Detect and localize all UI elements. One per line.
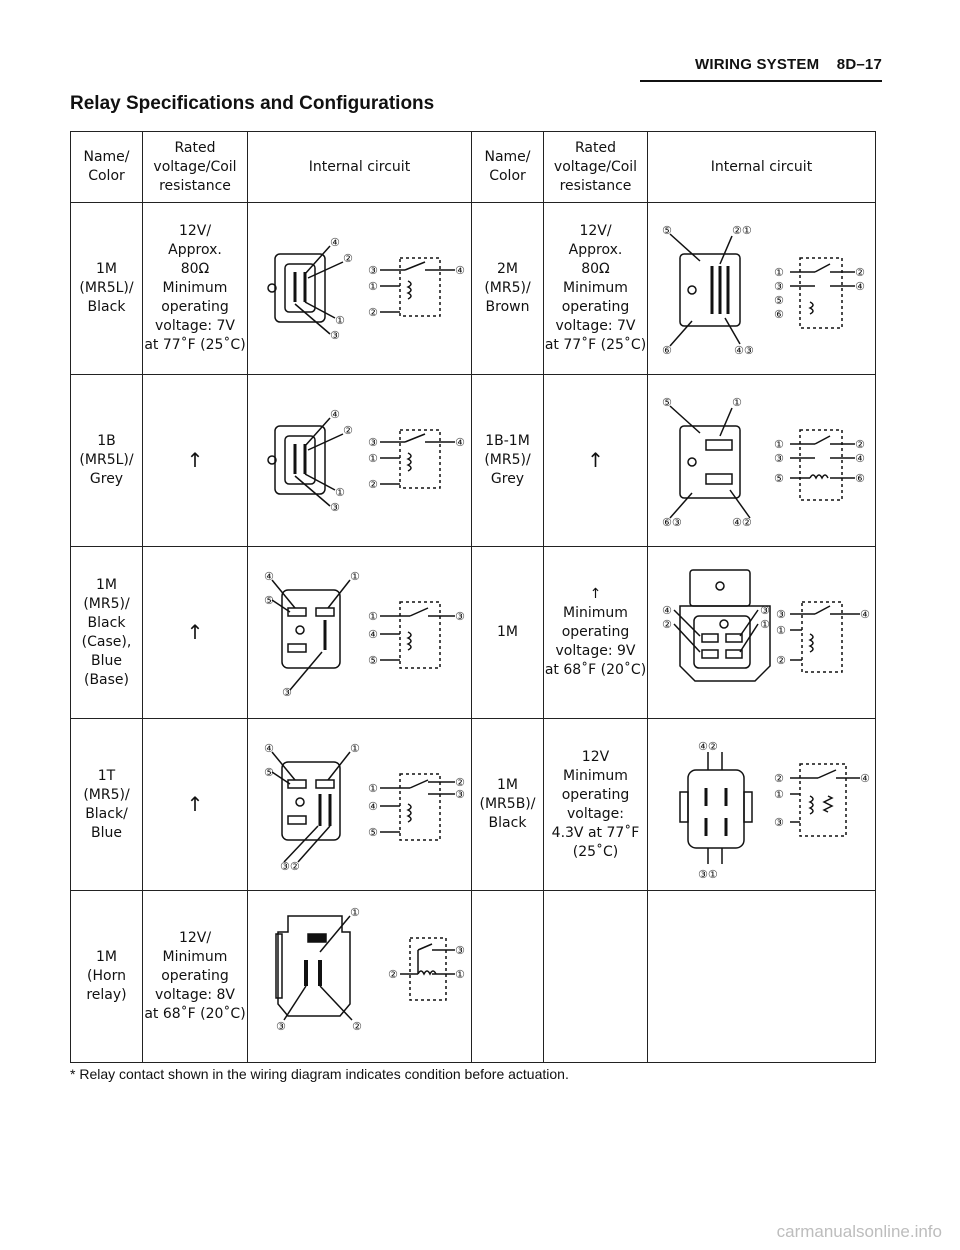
svg-text:④: ④ <box>454 264 465 277</box>
table-header-row <box>71 132 876 203</box>
relay-rating: 12V/ Approx. 80Ω Minimum operating voltage: 7V at 77˚F (25˚C) <box>544 203 648 375</box>
svg-text:③: ③ <box>329 329 340 342</box>
svg-text:①: ① <box>349 742 360 755</box>
svg-text:③: ③ <box>281 686 292 699</box>
svg-text:②: ② <box>387 968 398 981</box>
svg-text:⑥: ⑥ <box>773 308 784 321</box>
svg-text:①: ① <box>349 906 360 919</box>
svg-text:①: ① <box>775 624 786 637</box>
internal-circuit-diagram <box>648 203 876 375</box>
svg-text:④: ④ <box>859 608 870 621</box>
svg-text:②①: ②① <box>731 224 752 237</box>
relay-circuit-figure <box>250 722 470 887</box>
relay-name: 1M (MR5L)/ Black <box>71 203 143 375</box>
relay-name: 1T (MR5)/ Black/ Blue <box>71 719 143 891</box>
same-as-above-arrow: ↑ <box>143 719 248 891</box>
relay-name: 1M (MR5)/ Black (Case), Blue (Base) <box>71 547 143 719</box>
section-label: WIRING SYSTEM 8D–17 <box>695 56 882 73</box>
svg-text:③: ③ <box>454 610 465 623</box>
svg-text:①: ① <box>759 618 770 631</box>
relay-rating: ↑ Minimum operating voltage: 9V at 68˚F (20˚C) <box>544 547 648 719</box>
svg-text:②: ② <box>661 618 672 631</box>
svg-text:⑥: ⑥ <box>854 472 865 485</box>
svg-text:①: ① <box>349 570 360 583</box>
svg-text:⑥: ⑥ <box>661 344 672 357</box>
svg-text:②: ② <box>367 306 378 319</box>
svg-text:⑤: ⑤ <box>367 826 378 839</box>
relay-circuit-figure <box>650 722 874 887</box>
svg-text:①: ① <box>367 610 378 623</box>
watermark: carmanualsonline.info <box>776 1222 942 1241</box>
relay-circuit-figure <box>650 378 874 543</box>
relay-rating: 12V Minimum operating voltage: 4.3V at 77˚F (25˚C) <box>544 719 648 891</box>
relay-circuit-figure <box>250 378 470 543</box>
svg-text:②: ② <box>775 654 786 667</box>
col-header-circuit: Internal circuit <box>248 132 472 203</box>
svg-text:②: ② <box>342 252 353 265</box>
svg-text:③: ③ <box>454 944 465 957</box>
svg-text:③: ③ <box>329 501 340 514</box>
svg-text:③: ③ <box>275 1020 286 1033</box>
svg-text:③: ③ <box>454 788 465 801</box>
svg-text:①: ① <box>731 396 742 409</box>
relay-circuit-figure <box>650 206 874 371</box>
svg-text:⑤: ⑤ <box>263 594 274 607</box>
svg-text:⑤: ⑤ <box>367 654 378 667</box>
svg-text:③: ③ <box>367 264 378 277</box>
svg-text:④: ④ <box>367 800 378 813</box>
svg-text:②: ② <box>454 776 465 789</box>
footnote: * Relay contact shown in the wiring diagram indicates condition before actuation. <box>70 1066 569 1082</box>
same-as-above-arrow: ↑ <box>544 375 648 547</box>
same-as-above-arrow: ↑ <box>143 547 248 719</box>
col-header-rating: Rated voltage/Coil resistance <box>544 132 648 203</box>
svg-text:③: ③ <box>773 816 784 829</box>
svg-text:①: ① <box>454 968 465 981</box>
svg-text:④: ④ <box>661 604 672 617</box>
svg-text:①: ① <box>367 782 378 795</box>
relay-circuit-figure <box>250 550 470 715</box>
svg-text:①: ① <box>334 486 345 499</box>
relay-name: 2M (MR5)/ Brown <box>472 203 544 375</box>
table-row <box>71 719 876 891</box>
svg-text:④③: ④③ <box>733 344 754 357</box>
page-title: Relay Specifications and Configurations <box>70 93 435 114</box>
relay-name: 1B (MR5L)/ Grey <box>71 375 143 547</box>
svg-text:③: ③ <box>775 608 786 621</box>
header-rule <box>640 80 882 82</box>
svg-text:②: ② <box>773 772 784 785</box>
col-header-name: Name/ Color <box>472 132 544 203</box>
table-row <box>71 203 876 375</box>
col-header-rating: Rated voltage/Coil resistance <box>143 132 248 203</box>
svg-text:④: ④ <box>859 772 870 785</box>
internal-circuit-diagram <box>648 719 876 891</box>
svg-text:④: ④ <box>263 570 274 583</box>
svg-text:⑤: ⑤ <box>661 224 672 237</box>
svg-text:②: ② <box>342 424 353 437</box>
col-header-circuit: Internal circuit <box>648 132 876 203</box>
internal-circuit-diagram <box>248 547 472 719</box>
svg-text:③①: ③① <box>697 868 718 881</box>
svg-text:②: ② <box>854 438 865 451</box>
svg-text:②: ② <box>351 1020 362 1033</box>
relay-circuit-figure <box>650 550 874 715</box>
svg-text:①: ① <box>773 266 784 279</box>
svg-text:④: ④ <box>329 236 340 249</box>
relay-circuit-figure <box>250 894 470 1059</box>
internal-circuit-diagram <box>248 891 472 1063</box>
table-row <box>71 375 876 547</box>
svg-text:④: ④ <box>854 280 865 293</box>
svg-text:④: ④ <box>454 436 465 449</box>
relay-name: 1B-1M (MR5)/ Grey <box>472 375 544 547</box>
same-as-above-arrow: ↑ <box>143 375 248 547</box>
internal-circuit-diagram-empty <box>648 891 876 1063</box>
relay-rating: 12V/ Approx. 80Ω Minimum operating voltage: 7V at 77˚F (25˚C) <box>143 203 248 375</box>
svg-text:③: ③ <box>367 436 378 449</box>
internal-circuit-diagram <box>248 719 472 891</box>
svg-text:④: ④ <box>263 742 274 755</box>
svg-text:⑤: ⑤ <box>263 766 274 779</box>
svg-text:⑥③: ⑥③ <box>661 516 682 529</box>
svg-text:①: ① <box>367 452 378 465</box>
relay-rating: 12V/ Minimum operating voltage: 8V at 68˚F (20˚C) <box>143 891 248 1063</box>
relay-circuit-figure <box>250 206 470 371</box>
relay-name: 1M <box>472 547 544 719</box>
relay-name: 1M (MR5B)/ Black <box>472 719 544 891</box>
svg-text:③②: ③② <box>279 860 300 873</box>
svg-text:③: ③ <box>773 280 784 293</box>
internal-circuit-diagram <box>248 203 472 375</box>
internal-circuit-diagram <box>648 547 876 719</box>
relay-rating <box>544 891 648 1063</box>
svg-text:④②: ④② <box>731 516 752 529</box>
svg-text:⑤: ⑤ <box>661 396 672 409</box>
relay-spec-table <box>70 131 876 1063</box>
svg-text:①: ① <box>773 438 784 451</box>
table-row <box>71 547 876 719</box>
svg-text:⑤: ⑤ <box>773 294 784 307</box>
svg-text:③: ③ <box>773 452 784 465</box>
svg-text:⑤: ⑤ <box>773 472 784 485</box>
svg-text:④: ④ <box>854 452 865 465</box>
svg-text:④: ④ <box>329 408 340 421</box>
col-header-name: Name/ Color <box>71 132 143 203</box>
internal-circuit-diagram <box>648 375 876 547</box>
svg-text:①: ① <box>334 314 345 327</box>
svg-text:②: ② <box>854 266 865 279</box>
svg-text:④: ④ <box>367 628 378 641</box>
svg-text:③: ③ <box>759 604 770 617</box>
svg-text:①: ① <box>367 280 378 293</box>
table-row <box>71 891 876 1063</box>
svg-text:①: ① <box>773 788 784 801</box>
internal-circuit-diagram <box>248 375 472 547</box>
svg-text:④②: ④② <box>697 740 718 753</box>
relay-name <box>472 891 544 1063</box>
svg-text:②: ② <box>367 478 378 491</box>
relay-name: 1M (Horn relay) <box>71 891 143 1063</box>
